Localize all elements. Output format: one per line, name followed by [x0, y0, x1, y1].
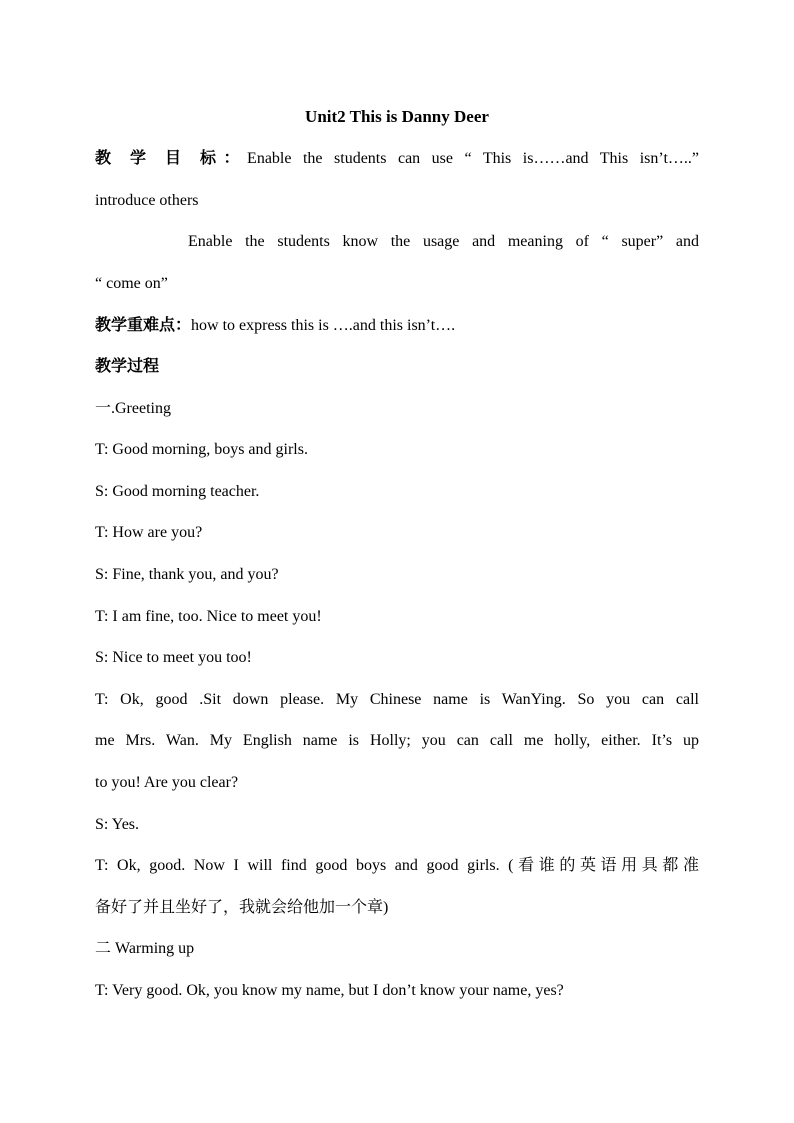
dialogue-line: T: I am fine, too. Nice to meet you! [95, 608, 322, 625]
key-points-label: 教学重难点： [95, 317, 192, 334]
dialogue-line: to you! Are you clear? [95, 774, 239, 791]
dialogue-line: T: Ok, good .Sit down please. My Chinese name is WanYing. So you can call [95, 691, 699, 708]
section-greeting-heading: 一.Greeting [95, 400, 171, 417]
dialogue-line: 备好了并且坐好了，我就会给他加一个章) [95, 899, 389, 916]
dialogue-line: T: Very good. Ok, you know my name, but I don’t know your name, yes? [95, 982, 564, 999]
objectives-line-1 [95, 149, 699, 169]
objectives-line-3: Enable the students know the usage and meaning of “ super” and [188, 233, 699, 250]
objectives-line-4: “ come on” [95, 275, 168, 292]
dialogue-line: S: Nice to meet you too! [95, 649, 252, 666]
objectives-label: 教 学 目 标： [95, 150, 248, 167]
key-points [95, 316, 455, 336]
dialogue-line: T: Good morning, boys and girls. [95, 441, 308, 458]
dialogue-line: T: Ok, good. Now I will find good boys and good girls. (看谁的英语用具都准 [95, 857, 699, 874]
key-points-text: how to express this is ….and this isn’t…. [191, 317, 456, 334]
dialogue-line: T: How are you? [95, 524, 203, 541]
document-title: Unit2 This is Danny Deer [305, 107, 489, 126]
process-heading: 教学过程 [95, 358, 160, 375]
section-warming-up-heading: 二 Warming up [95, 940, 195, 957]
dialogue-line: S: Good morning teacher. [95, 483, 260, 500]
dialogue-line: me Mrs. Wan. My English name is Holly; you can call me holly, either. It’s up [95, 732, 699, 749]
objectives-text-1: Enable the students can use “ This is……and This isn’t…..” [247, 150, 699, 167]
dialogue-line: S: Fine, thank you, and you? [95, 566, 279, 583]
objectives-line-2: introduce others [95, 192, 199, 209]
dialogue-line: S: Yes. [95, 816, 140, 833]
